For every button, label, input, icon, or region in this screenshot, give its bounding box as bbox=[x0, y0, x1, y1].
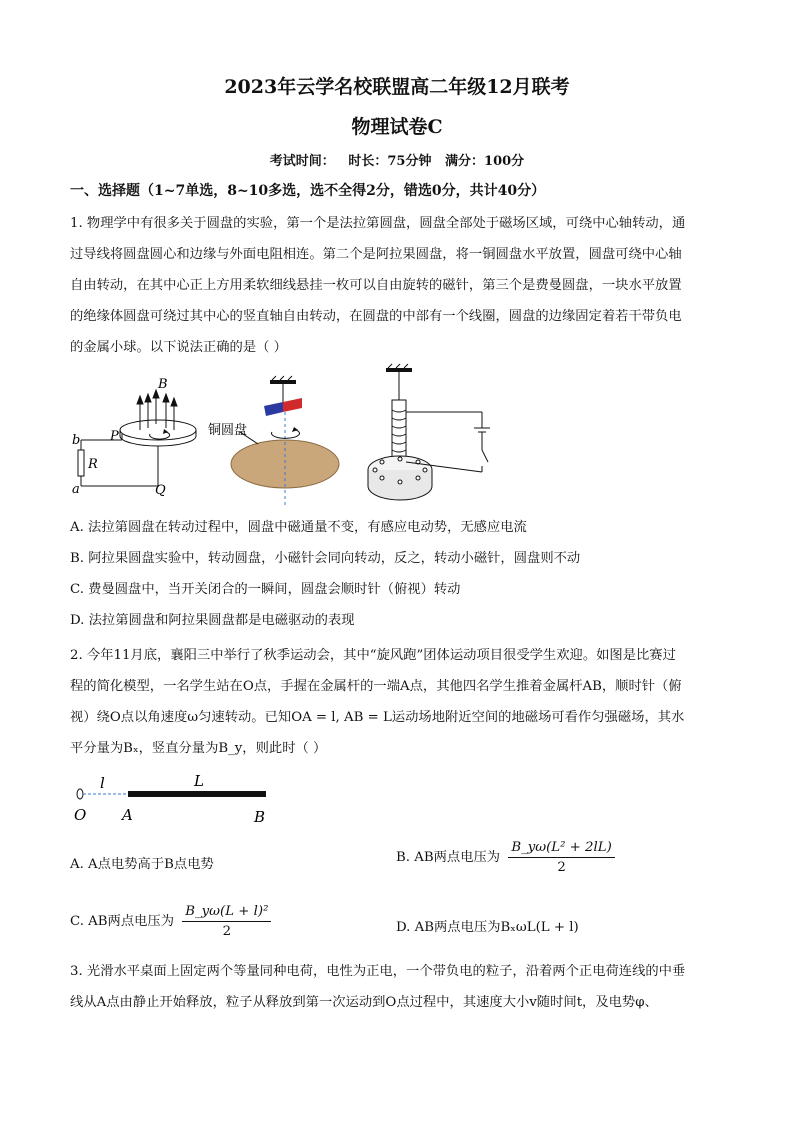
stem-line: 程的简化模型，一名学生站在O点，手握在金属杆的一端A点，其他四名学生推着金属杆AB，顺时针（俯 bbox=[70, 679, 682, 694]
stem-line: 的绝缘体圆盘可绕过其中心的竖直轴自由转动，在圆盘的中部有一个线圈，圆盘的边缘固定着若干带负电 bbox=[70, 309, 682, 324]
stem-line: 2. 今年11月底，襄阳三中举行了秋季运动会，其中“旋风跑”团体运动项目很受学生欢迎。如图是比赛过 bbox=[70, 648, 676, 663]
option-a: A. 法拉第圆盘在转动过程中，圆盘中磁通量不变，有感应电动势，无感应电流 bbox=[70, 520, 527, 535]
figure-label: B bbox=[254, 808, 266, 826]
fraction-numerator: B_yω(L² + 2lL) bbox=[508, 840, 614, 858]
option-c-text: C. AB两点电压为 bbox=[70, 914, 175, 929]
page-subtitle: 物理试卷C bbox=[351, 116, 443, 138]
stem-line: 视）绕O点以角速度ω匀速转动。已知OA = l, AB = L运动场地附近空间的地磁场可看作匀强磁场，其水 bbox=[70, 710, 685, 725]
figure-label: R bbox=[88, 457, 98, 472]
fraction-denominator: 2 bbox=[557, 860, 566, 875]
stem-line: 3. 光滑水平桌面上固定两个等量同种电荷，电性为正电，一个带负电的粒子，沿着两个正电荷连线的中垂 bbox=[70, 964, 686, 979]
option-a: A. A点电势高于B点电势 bbox=[70, 857, 214, 872]
arago-disk-figure bbox=[208, 376, 339, 508]
stem-line: 线从A点由静止开始释放，粒子从释放到第一次运动到O点过程中，其速度大小v随时间t，及电势φ、 bbox=[70, 995, 658, 1010]
option-c: C. 费曼圆盘中，当开关闭合的一瞬间，圆盘会顺时针（俯视）转动 bbox=[70, 582, 461, 597]
option-b: B. 阿拉果圆盘实验中，转动圆盘，小磁针会同向转动，反之，转动小磁针，圆盘则不动 bbox=[70, 551, 581, 566]
stem-line: 1. 物理学中有很多关于圆盘的实验，第一个是法拉第圆盘，圆盘全部处于磁场区域，可绕中心轴转动，通 bbox=[70, 216, 686, 231]
faraday-disk-figure bbox=[72, 377, 196, 498]
figure-label: B bbox=[158, 377, 168, 392]
figure-label: A bbox=[122, 806, 133, 824]
figure-label: L bbox=[194, 772, 204, 790]
figure-label: 铜圆盘 bbox=[208, 423, 248, 438]
page-title: 2023年云学名校联盟高二年级12月联考 bbox=[224, 76, 570, 98]
rod-figure bbox=[70, 770, 290, 826]
feynman-disk-figure bbox=[368, 364, 490, 500]
question-3-stem bbox=[70, 956, 730, 1018]
option-c bbox=[70, 904, 271, 939]
stem-line: 平分量为Bₓ，竖直分量为B_y，则此时（ ） bbox=[70, 741, 327, 756]
option-d: D. AB两点电压为BₓωL(L + l) bbox=[396, 920, 579, 935]
section-heading: 一、选择题（1~7单选，8~10多选，选不全得2分，错选0分，共计40分） bbox=[70, 183, 546, 199]
option-c-fraction bbox=[182, 904, 271, 939]
option-d: D. 法拉第圆盘和阿拉果圆盘都是电磁驱动的表现 bbox=[70, 613, 355, 628]
option-b bbox=[396, 840, 615, 875]
fraction-denominator: 2 bbox=[222, 924, 232, 939]
option-b-text: B. AB两点电压为 bbox=[396, 850, 501, 865]
question-1-figures bbox=[70, 362, 510, 510]
figure-label: l bbox=[100, 774, 105, 792]
option-b-fraction bbox=[508, 840, 614, 875]
fraction-numerator: B_yω(L + l)² bbox=[182, 904, 271, 922]
exam-info: 考试时间： 时长：75分钟 满分：100分 bbox=[269, 154, 525, 169]
figure-label: a bbox=[72, 482, 80, 497]
figure-label: O bbox=[74, 806, 87, 824]
question-2-stem bbox=[70, 640, 730, 764]
figure-label: b bbox=[72, 433, 81, 448]
figure-label: P bbox=[110, 429, 119, 444]
stem-line: 过导线将圆盘圆心和边缘与外面电阻相连。第二个是阿拉果圆盘，将一铜圆盘水平放置，圆盘可绕中心轴 bbox=[70, 247, 682, 262]
question-1-stem bbox=[70, 208, 730, 363]
stem-line: 自由转动，在其中心正上方用柔软细线悬挂一枚可以自由旋转的磁针，第三个是费曼圆盘，一块水平放置 bbox=[70, 278, 682, 293]
stem-line: 的金属小球。以下说法正确的是（ ） bbox=[70, 340, 287, 355]
figure-label: Q bbox=[155, 483, 166, 498]
